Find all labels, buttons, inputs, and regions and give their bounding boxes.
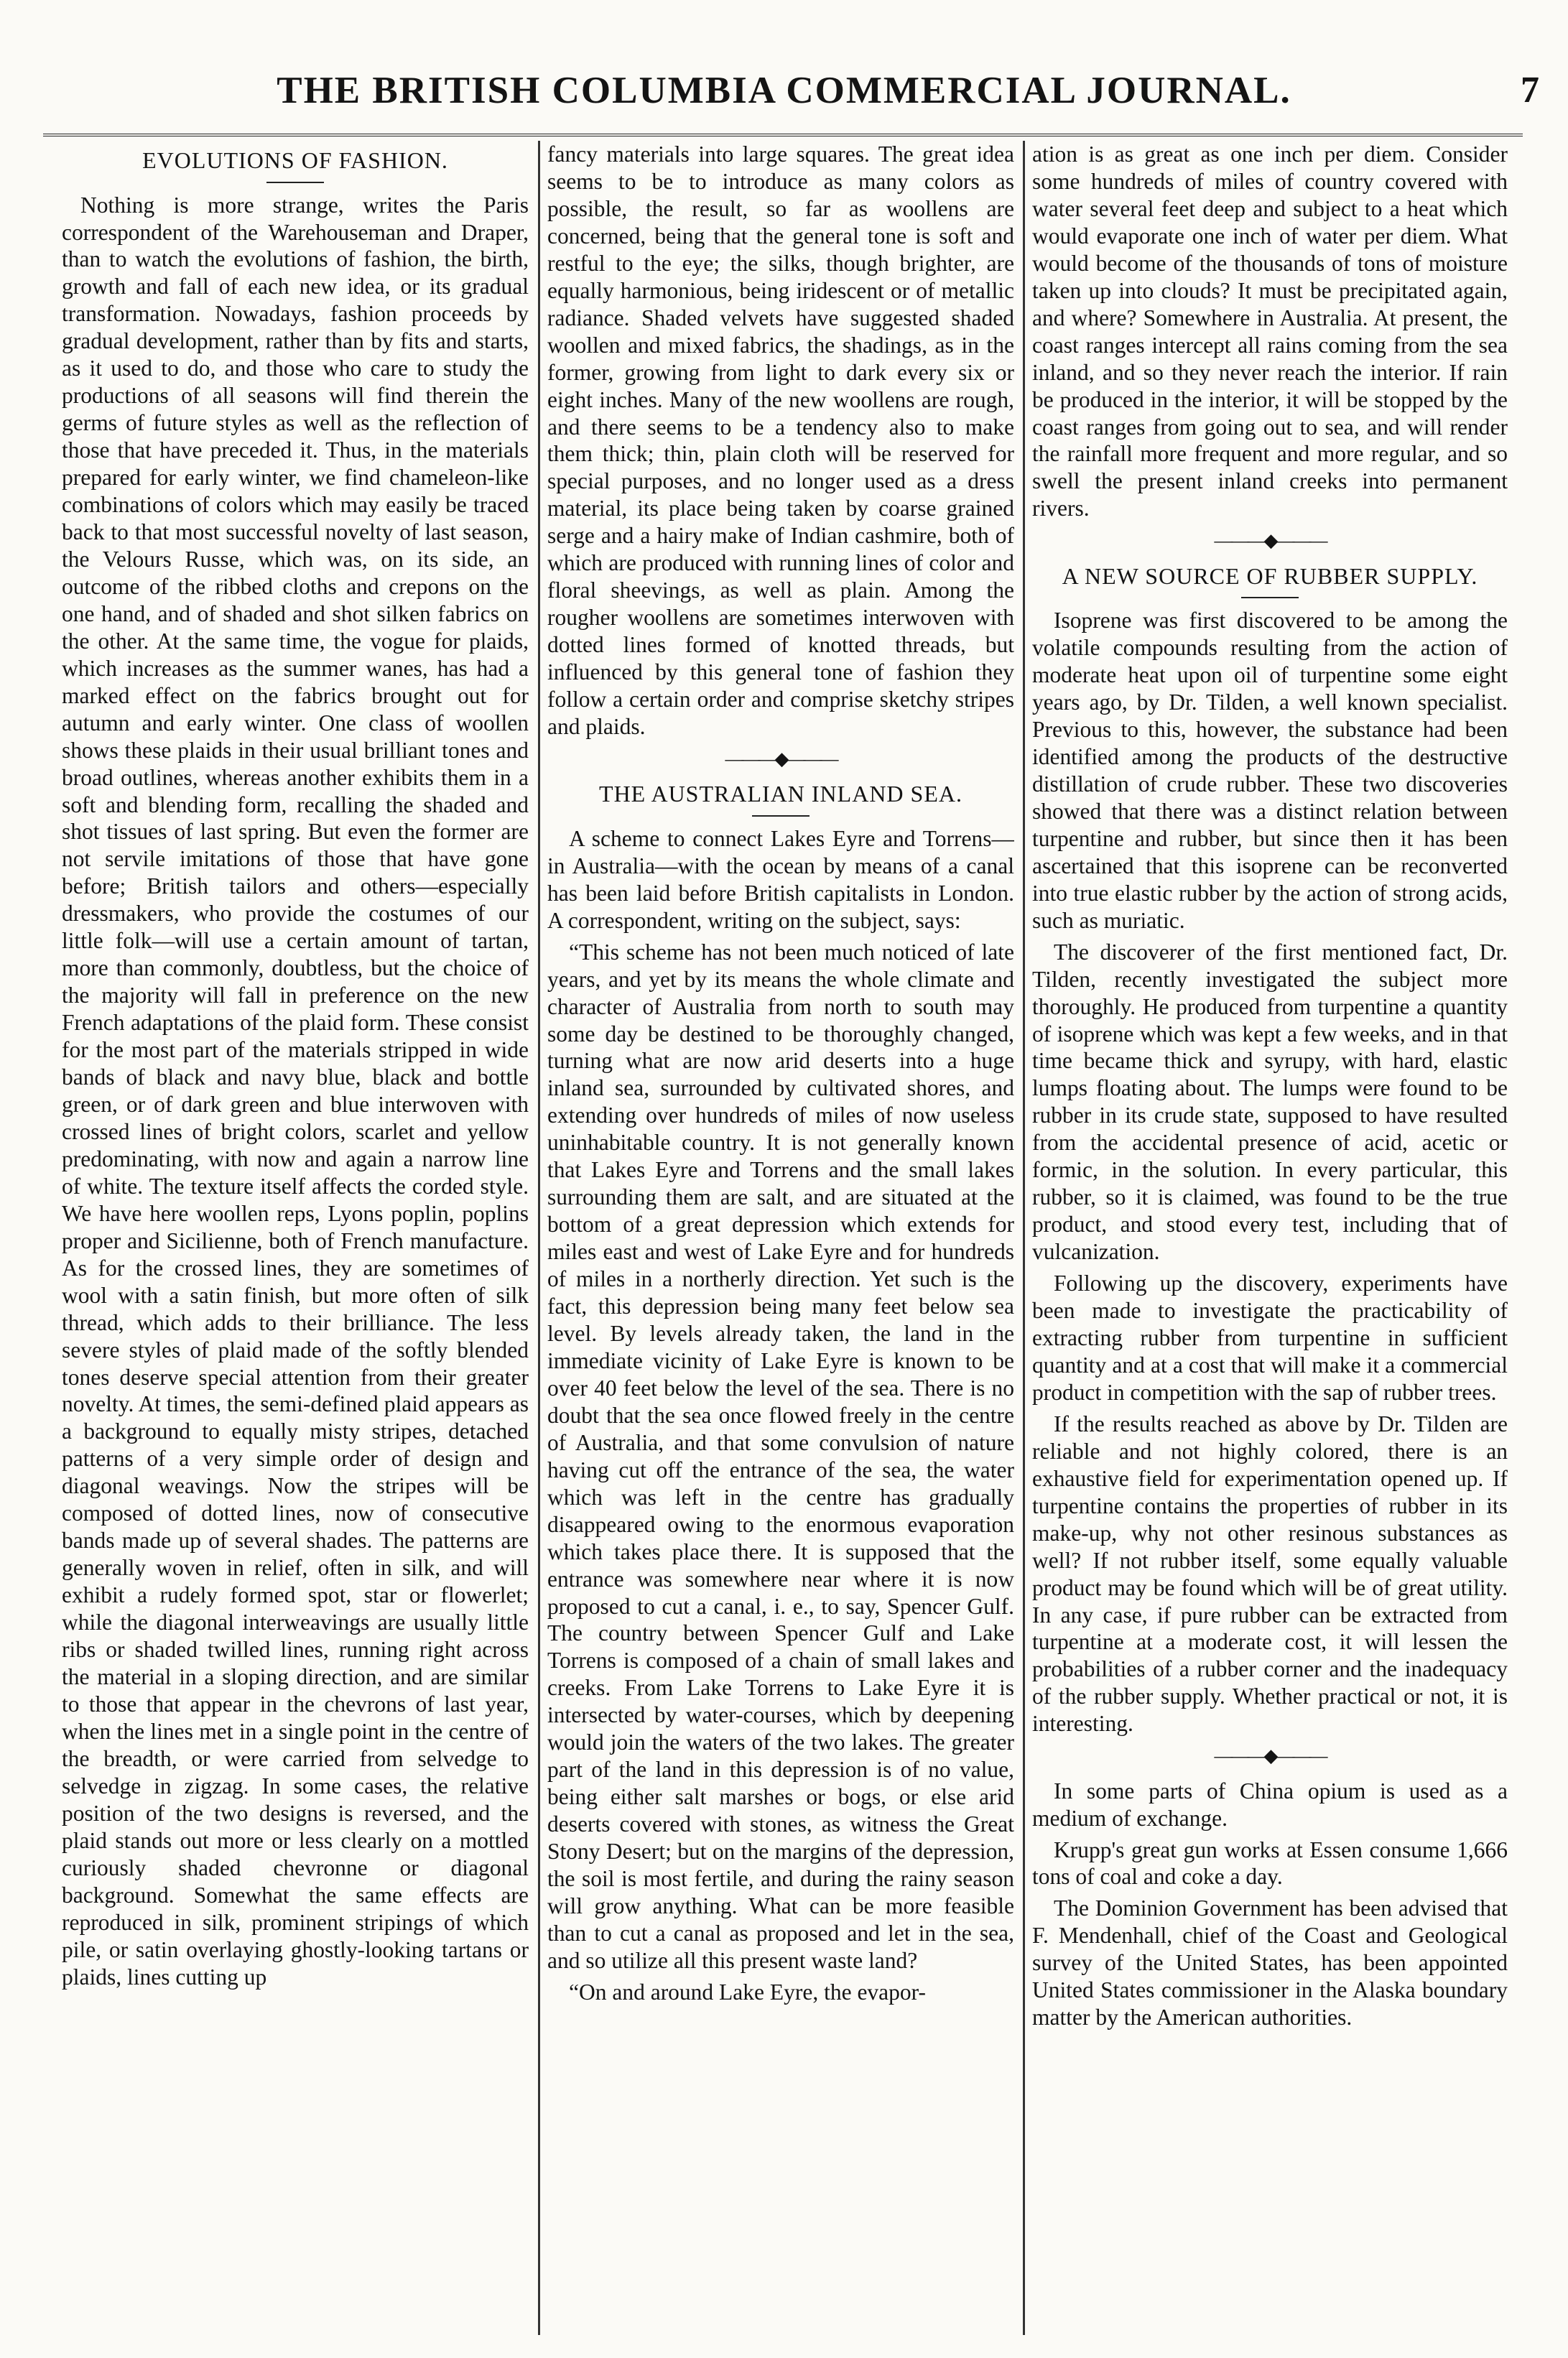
article-paragraph: fancy materials into large squares. The great idea seems to be to introduce as many colors as possible, the result, so far as woollens are concerned, being that the general tone is soft and restful to the eye; the silks, though brighter, are equally harmonious, being iridescent or of metallic radiance. Shaded velvets have suggested shaded woollen and mixed fabrics, the shadings, as in the former, growing from light to dark every six or eight inches. Many of the new woollens are rough, and there seems to be a tendency also to make them thick; thin, plain cloth will be reserved for special purposes, and no longer used as a dress material, its place being taken by coarse grained serge and a hairy make of Indian cashmire, both of which are produced with running lines of color and floral sheevings, as well as plain. Among the rougher woollens are sometimes interwoven with dotted lines formed of knotted threads, but influenced by this general tone of fashion they follow a certain order and comprise sketchy stripes and plaids. <box>547 141 1014 740</box>
title-rule <box>1241 597 1299 598</box>
column-divider <box>1023 141 1025 2335</box>
news-note: Krupp's great gun works at Essen consume 1,666 tons of coal and coke a day. <box>1032 1837 1508 1890</box>
ornament-divider: ———◆——— <box>1214 530 1326 552</box>
header-rule <box>43 134 1523 136</box>
journal-title: THE BRITISH COLUMBIA COMMERCIAL JOURNAL. <box>277 70 1291 111</box>
masthead <box>0 0 1568 144</box>
title-rule <box>752 815 809 817</box>
column-2 <box>547 141 1014 2339</box>
column-1 <box>62 141 529 2339</box>
ornament-divider: ———◆——— <box>725 748 837 769</box>
article-paragraph: The discoverer of the first mentioned fact, Dr. Tilden, recently investigated the subject more thoroughly. He produced from turpentine a quantity of isoprene which was kept a few weeks, and in that time became thick and syrupy, with hard, elastic lumps floating about. The lumps were found to be rubber in its crude state, supposed to have resulted from the accidental presence of acid, acetic or formic, in the solution. In every particular, this rubber, so it is claimed, was found to be the true product, and stood every test, including that of vulcanization. <box>1032 939 1508 1265</box>
article-title-inland-sea: THE AUSTRALIAN INLAND SEA. <box>599 781 962 807</box>
article-paragraph: Following up the discovery, experiments have been made to investigate the practicability of extracting rubber from turpentine in sufficient quantity and at a cost that will make it a commercial product in competition with the sap of rubber trees. <box>1032 1271 1508 1405</box>
article-title-rubber: A NEW SOURCE OF RUBBER SUPPLY. <box>1062 562 1478 589</box>
article-paragraph: ation is as great as one inch per diem. Consider some hundreds of miles of country covered with water several feet deep and subject to a heat which would evaporate one inch of water per diem. What would become of the thousands of tons of moisture taken up into clouds? It must be precipitated again, and where? Somewhere in Australia. At present, the coast ranges intercept all rains coming from the sea inland, and so they never reach the interior. If rain be produced in the interior, it will be stopped by the coast ranges from going out to sea, and will render the rainfall more frequent and more regular, and so swell the present inland creeks into permanent rivers. <box>1032 141 1508 521</box>
page-number: 7 <box>1521 70 1539 111</box>
news-note: In some parts of China opium is used as a medium of exchange. <box>1032 1778 1508 1831</box>
article-title-fashion: EVOLUTIONS OF FASHION. <box>142 147 448 173</box>
article-paragraph: If the results reached as above by Dr. Tilden are reliable and not highly colored, there is an exhaustive field for experimentation opened up. If turpentine contains the properties of rubber in its make-up, why not other resinous substances as well? If not rubber itself, some equally valuable product may be found which will be of great utility. In any case, if pure rubber can be extracted from turpentine at a moderate cost, it will lessen the probabilities of a rubber corner and the inadequacy of the rubber supply. Whether practical or not, it is interesting. <box>1032 1411 1508 1737</box>
article-paragraph: A scheme to connect Lakes Eyre and Torrens—in Australia—with the ocean by means of a canal has been laid before British capitalists in London. A correspondent, writing on the subject, says: <box>547 825 1014 933</box>
news-note: The Dominion Government has been advised that F. Mendenhall, chief of the Coast and Geological survey of the United States, has been appointed United States commissioner in the Alaska boundary matter by the American authorities. <box>1032 1895 1508 2030</box>
article-paragraph: Nothing is more strange, writes the Paris correspondent of the Warehouseman and Draper, than to watch the evolutions of fashion, the birth, growth and fall of each new idea, or its gradual transformation. Nowadays, fashion proceeds by gradual development, rather than by fits and starts, as it used to do, and those who care to study the productions of all seasons will find therein the germs of future styles as well as the reflection of those that have preceded it. Thus, in the materials prepared for early winter, we find chameleon-like combinations of colors which may easily be traced back to that most successful novelty of last season, the Velours Russe, which was, on its side, an outcome of the ribbed cloths and crepons on the one hand, and of shaded and shot silken fabrics on the other. At the same time, the vogue for plaids, which increases as the summer wanes, has had a marked effect on the fabrics brought out for autumn and early winter. One class of woollen shows these plaids in their usual brilliant tones and broad outlines, whereas another exhibits them in a soft and blending form, recalling the shaded and shot tissues of last spring. But even the former are not servile imitations of those that have gone before; British tailors and others—especially dressmakers, who provide the costumes of our little folk—will use a certain amount of tartan, more than commonly, doubtless, but the choice of the majority will fall in preference on the new French adaptations of the plaid form. These consist for the most part of the materials stripped in wide bands of black and navy blue, black and bottle green, or of dark green and blue interwoven with crossed lines of bright colors, scarlet and yellow predominating, with now and again a narrow line of white. The texture itself affects the corded style. We have here woollen reps, Lyons poplin, poplins proper and Sicilienne, both of French manufacture. As for the crossed lines, they are sometimes of wool with a satin finish, but more often of silk thread, which adds to their brilliance. The less severe styles of plaid made of the softly blended tones deserve special attention from their greater novelty. At times, the semi-defined plaid appears as a background to equally misty stripes, detached patterns of a very simple order of design and diagonal weavings. Now the stripes will be composed of dotted lines, now of consecutive bands made up of several shades. The patterns are generally woven in relief, often in silk, and will exhibit a rudely formed spot, star or flowerlet; while the diagonal interweavings are usually little ribs or shaded twilled lines, running right across the material in a sloping direction, and are similar to those that appear in the chevrons of last year, when the lines met in a single point in the centre of the breadth, or were carried from selvedge to selvedge in zigzag. In some cases, the relative position of the two designs is reversed, and the plaid stands out more or less clearly on a mottled curiously shaded chevronne or diagonal background. Somewhat the same effects are reproduced in silk, prominent stripings of which pile, or satin overlaying ghostly-looking tartans or plaids, lines cutting up <box>62 192 529 1990</box>
ornament-divider: ———◆——— <box>1214 1745 1326 1767</box>
article-paragraph: “On and around Lake Eyre, the evapor- <box>569 1979 927 2005</box>
column-divider <box>538 141 540 2335</box>
article-paragraph: “This scheme has not been much noticed of late years, and yet by its means the whole climate and character of Australia from north to south may some day be destined to be thoroughly changed, turning what are now arid deserts into a huge inland sea, surrounded by cultivated shores, and extending over hundreds of miles of now useless uninhabitable country. It is not generally known that Lakes Eyre and Torrens and the small lakes surrounding them are salt, and are situated at the bottom of a great depression which extends for miles east and west of Lake Eyre and for hundreds of miles in a northerly direction. Yet such is the fact, this depression being many feet below sea level. By levels already taken, the land in the immediate vicinity of Lake Eyre is known to be over 40 feet below the level of the sea. There is no doubt that the sea once flowed freely in the centre of Australia, and that some convulsion of nature having cut off the entrance of the sea, the water which was left in the centre has gradually disappeared owing to the enormous evaporation which takes place there. It is supposed that the entrance was somewhere near where it is now proposed to cut a canal, i. e., to say, Spencer Gulf. The country between Spencer Gulf and Lake Torrens is composed of a chain of small lakes and creeks. From Lake Torrens to Lake Eyre it is intersected by water-courses, which by deepening would join the waters of the two lakes. The greater part of the land in this depression is of no value, being either salt marshes or bogs, or else arid deserts covered with stones, as witness the Great Stony Desert; but on the margins of the depression, the soil is most fertile, and during the rainy season will grow anything. What can be more feasible than to cut a canal as proposed and let in the sea, and so utilize all this present waste land? <box>547 939 1014 1973</box>
article-paragraph: Isoprene was first discovered to be among the volatile compounds resulting from the action of moderate heat upon oil of turpentine some eight years ago, by Dr. Tilden, a well known specialist. Previous to this, however, the substance had been identified among the products of the destructive distillation of crude rubber. These two discoveries showed that there was a distinct relation between turpentine and rubber, but since then it has been ascertained that this isoprene can be reconverted into true elastic rubber by the action of strong acids, such as muriatic. <box>1032 608 1508 933</box>
column-3 <box>1032 141 1508 2339</box>
title-rule <box>266 182 324 183</box>
